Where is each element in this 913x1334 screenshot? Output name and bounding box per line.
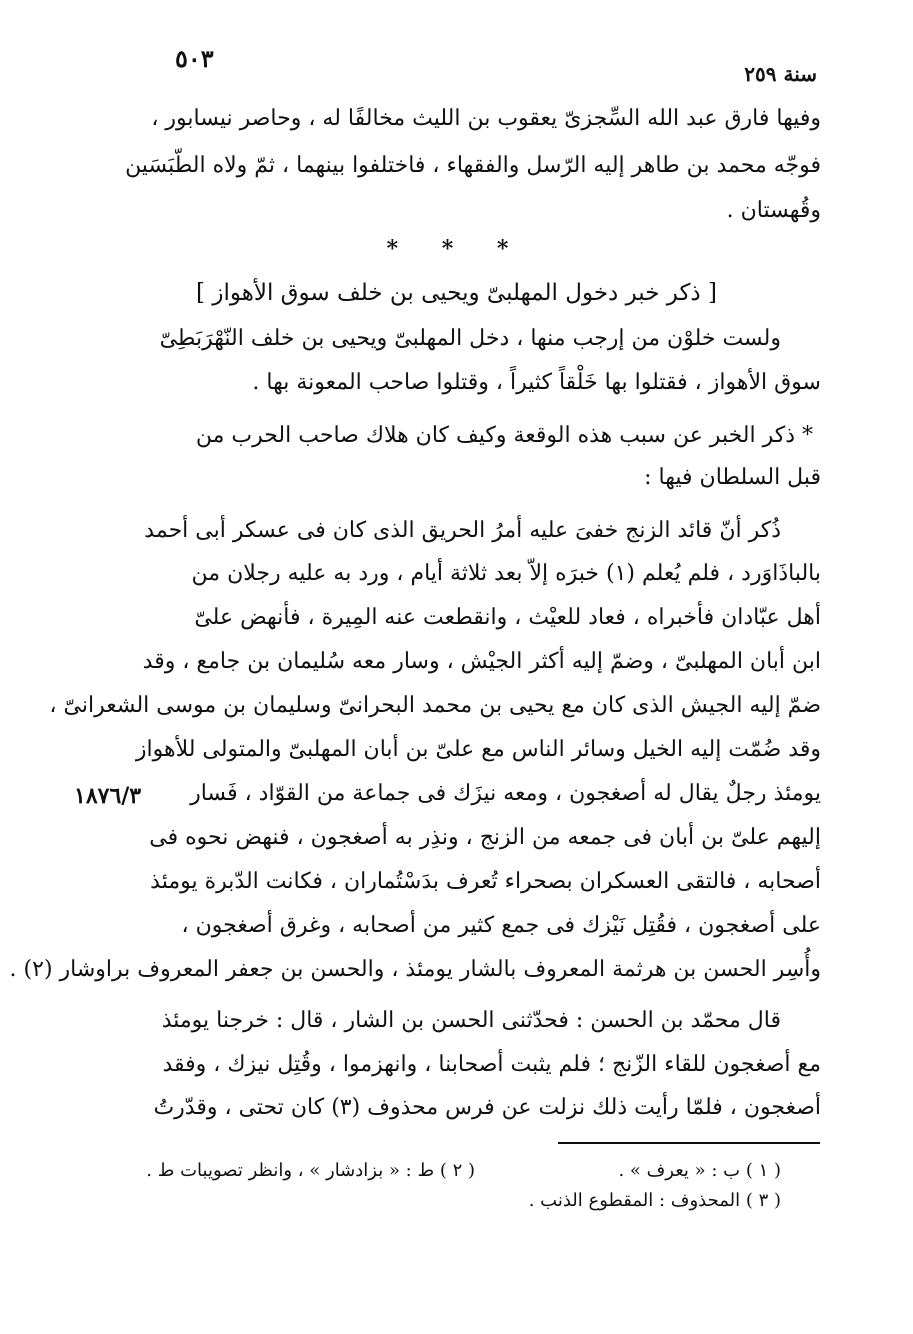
text-line: قال محمّد بن الحسن : فحدّثنى الحسن بن الشار ، قال : خرجنا يومئذ xyxy=(161,1008,781,1033)
text-line: * ذكر الخبر عن سبب هذه الوقعة وكيف كان هلاك صاحب الحرب من xyxy=(195,423,813,448)
footnote-divider xyxy=(558,1142,820,1144)
text-line: يومئذ رجلٌ يقال له أصغجون ، ومعه نيزَك فى جماعة من القوّاد ، فَسار xyxy=(190,781,821,806)
text-line: ابن أبان المهلبىّ ، وضمّ إليه أكثر الجيْش ، وسار معه سُليمان بن جامع ، وقد xyxy=(142,649,821,674)
section-heading: [ ذكر خبر دخول المهلبىّ ويحيى بن خلف سوق الأهواز ] xyxy=(196,280,717,306)
footnote-2: ( ٢ ) ط : « بزادشار » ، وانظر تصويبات ط . xyxy=(146,1160,475,1181)
text-line: وأُسِر الحسن بن هرثمة المعروف بالشار يومئذ ، والحسن بن جعفر المعروف براوشار (٢) . xyxy=(9,957,821,982)
year-header: سنة ٢٥٩ xyxy=(744,62,817,86)
text-line: مع أصغجون للقاء الزّنج ؛ فلم يثبت أصحابنا ، وانهزموا ، وقُتِل نيزك ، وفقد xyxy=(162,1052,821,1077)
text-line: ولست خلوْن من إرجب منها ، دخل المهلبىّ ويحيى بن خلف النّهْرَبَطِىّ xyxy=(159,326,781,351)
text-line: ضمّ إليه الجيش الذى كان مع يحيى بن محمد البحرانىّ وسليمان بن موسى الشعرانىّ ، xyxy=(49,693,821,718)
text-line: وقُهستان . xyxy=(726,198,821,223)
text-line: على أصغجون ، فقُتِل نَيْزك فى جمع كثير من أصحابه ، وغرق أصغجون ، xyxy=(181,913,821,938)
text-line: أصغجون ، فلمّا رأيت ذلك نزلت عن فرس محذوف (٣) كان تحتى ، وقدّرتُ xyxy=(153,1095,821,1120)
text-line: أصحابه ، فالتقى العسكران بصحراء تُعرف بدَسْتُماران ، فكانت الدّبرة يومئذ xyxy=(150,869,821,894)
text-line: ذُكر أنّ قائد الزنج خفىَ عليه أمرُ الحريق الذى كان فى عسكر أبى أحمد xyxy=(144,518,781,543)
text-line: فوجّه محمد بن طاهر إليه الرّسل والفقهاء ، فاختلفوا بينهما ، ثمّ ولاه الطّبَسَين xyxy=(125,153,821,178)
page-number: ٥٠٣ xyxy=(175,44,214,73)
margin-reference: ١٨٧٦/٣ xyxy=(74,783,142,809)
text-line: إليهم علىّ بن أبان فى جمعه من الزنج ، ونذِر به أصغجون ، فنهض نحوه فى xyxy=(149,825,821,850)
footnote-1: ( ١ ) ب : « يعرف » . xyxy=(618,1160,781,1181)
text-line: قبل السلطان فيها : xyxy=(644,465,821,490)
footnote-3: ( ٣ ) المحذوف : المقطوع الذنب . xyxy=(528,1190,781,1211)
text-line: بالباذَاوَرد ، فلم يُعلم (١) خبرَه إلاّ بعد ثلاثة أيام ، ورد به عليه رجلان من xyxy=(191,561,821,586)
section-separator: * * * xyxy=(386,236,527,262)
text-line: أهل عبّادان فأخبراه ، فعاد للعيْث ، وانقطعت عنه المِيرة ، فأنهض علىّ xyxy=(194,605,821,630)
text-line: سوق الأهواز ، فقتلوا بها خَلْقاً كثيراً ، وقتلوا صاحب المعونة بها . xyxy=(252,370,821,395)
text-line: وقد ضُمّت إليه الخيل وسائر الناس مع علىّ بن أبان المهلبىّ والمتولى للأهواز xyxy=(135,737,821,762)
text-line: وفيها فارق عبد الله السِّجزىّ يعقوب بن الليث مخالفًا له ، وحاصر نيسابور ، xyxy=(151,106,821,131)
